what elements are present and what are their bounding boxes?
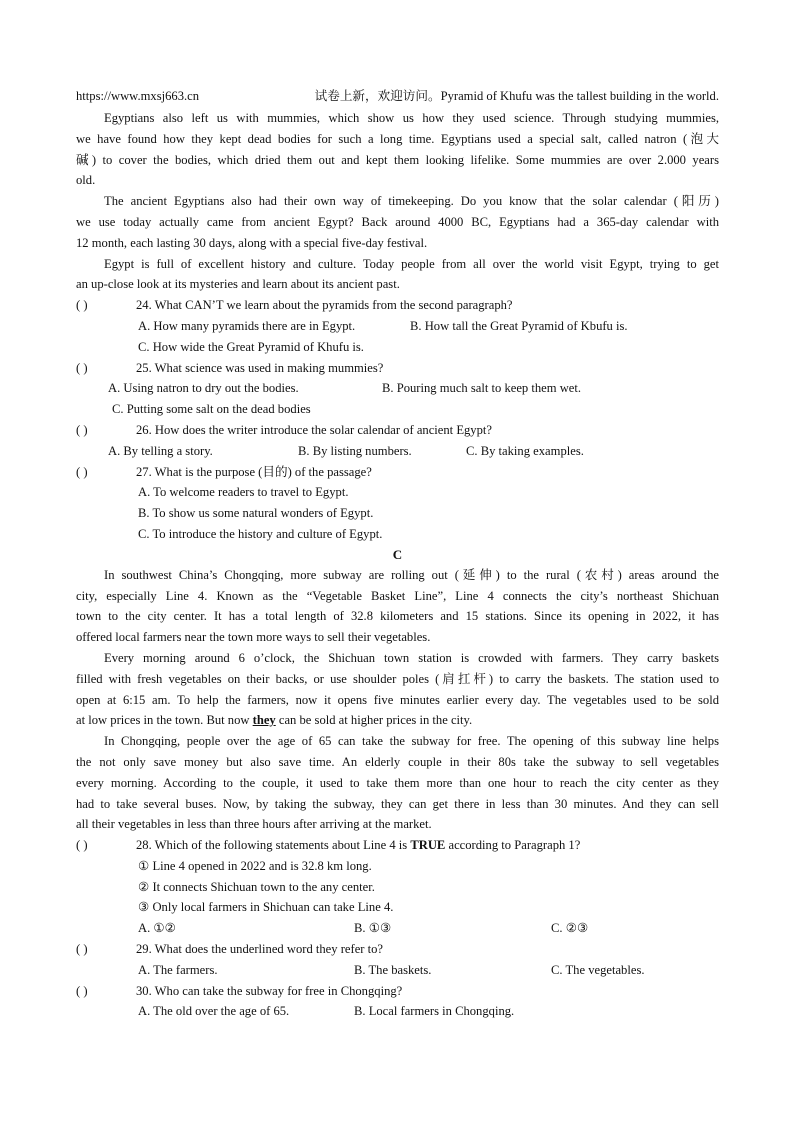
question-28 [76, 835, 719, 856]
underlined-word-they: they [252, 713, 276, 728]
option-c[interactable]: C. By taking examples. [466, 443, 584, 458]
question-27 [76, 462, 719, 483]
text-line: town to the city center. It has a total length of 32.8 kilometers and 15 stations. Since its opening in 2022, it has [76, 609, 719, 624]
header-url-link[interactable]: https://www.mxsj663.cn [76, 89, 200, 103]
section-heading-c: C [392, 546, 403, 562]
question-29 [76, 939, 719, 960]
text-line: Egypt is full of excellent history and culture. Today people from all over the world visit Egypt, trying to get [104, 256, 719, 271]
text-line [76, 710, 719, 731]
option-b[interactable]: B. To show us some natural wonders of Egypt. [138, 506, 374, 521]
stem-text: according to Paragraph 1? [445, 838, 581, 853]
option-a[interactable]: A. By telling a story. [108, 443, 213, 458]
option-b[interactable]: B. Local farmers in Chongqing. [354, 1004, 515, 1019]
text-line: offered local farmers near the town more ways to sell their vegetables. [76, 630, 431, 645]
statement-1: ① Line 4 opened in 2022 and is 32.8 km long. [138, 858, 372, 873]
option-a[interactable]: A. How many pyramids there are in Egypt. [138, 318, 356, 333]
option-a[interactable]: A. The farmers. [138, 962, 218, 977]
answer-bracket[interactable]: ( ) [76, 942, 88, 957]
option-c[interactable]: C. Putting some salt on the dead bodies [112, 402, 311, 417]
paragraph-free-subway [76, 731, 719, 835]
text-line: open at 6:15 am. To help the farmers, now it opens five minutes earlier every day. The vegetables used to be sold [76, 692, 719, 707]
paragraph-line4 [76, 565, 719, 648]
option-b[interactable]: B. The baskets. [354, 962, 432, 977]
exam-page [76, 86, 719, 1022]
option-c[interactable]: C. ②③ [551, 921, 589, 936]
text-line: the not only save money but also save time. An elderly couple in their 80s take the subway to sell vegetables [76, 754, 719, 769]
text-line: city, especially Line 4. Known as the “Vegetable Basket Line”, Line 4 connects the city’s northeast Shichuan [76, 588, 719, 603]
header-continuation: Pyramid of Khufu was the tallest building in the world. [440, 89, 719, 103]
text-line: The ancient Egyptians also had their own way of timekeeping. Do you know that the solar calendar (阳历) [104, 194, 719, 209]
answer-bracket[interactable]: ( ) [76, 464, 88, 479]
options-row [76, 316, 719, 337]
question-stem: 26. How does the writer introduce the solar calendar of ancient Egypt? [136, 422, 492, 437]
option-b[interactable]: B. How tall the Great Pyramid of Kbufu is. [410, 318, 628, 333]
text-line: filled with fresh vegetables on their backs, or use shoulder poles (肩扛杆) to carry the baskets. The station used to [76, 671, 719, 686]
options-row [76, 960, 719, 981]
options-row [76, 441, 719, 462]
option-b[interactable]: B. Pouring much salt to keep them wet. [382, 381, 582, 396]
question-stem: 30. Who can take the subway for free in Chongqing? [136, 983, 403, 998]
question-26 [76, 420, 719, 441]
paragraph-culture [76, 254, 719, 296]
options-row [76, 1001, 719, 1022]
option-b[interactable]: B. By listing numbers. [298, 443, 412, 458]
question-30 [76, 981, 719, 1002]
text-line: In Chongqing, people over the age of 65 can take the subway for free. The opening of this subway line helps [104, 734, 719, 749]
answer-bracket[interactable]: ( ) [76, 838, 88, 853]
text-line: all their vegetables in less than three hours after arriving at the market. [76, 817, 432, 832]
question-24 [76, 295, 719, 316]
text-fragment: at low prices in the town. But now [76, 713, 253, 728]
statement-3: ③ Only local farmers in Shichuan can take Line 4. [138, 900, 394, 915]
option-b[interactable]: B. ①③ [354, 921, 392, 936]
answer-bracket[interactable]: ( ) [76, 360, 88, 375]
text-line: 12 month, each lasting 30 days, along with a special five-day festival. [76, 235, 428, 250]
option-c[interactable]: C. How wide the Great Pyramid of Khufu is. [138, 339, 364, 354]
header-notice: 试卷上新，欢迎访问。 [314, 89, 441, 103]
options-row [76, 378, 719, 399]
question-25 [76, 358, 719, 379]
page-header [76, 86, 719, 106]
question-stem: 25. What science was used in making mummies? [136, 360, 384, 375]
text-line: we have found how they kept dead bodies for such a long time. Egyptians used a special salt, called natron (泡大 [76, 131, 719, 146]
text-line: In southwest China’s Chongqing, more subway are rolling out (延伸) to the rural (农村) areas around the [104, 567, 719, 582]
text-line: every morning. According to the couple, it used to take them more than one hour to reach the city center as they [76, 775, 719, 790]
question-stem: 24. What CAN’T we learn about the pyramids from the second paragraph? [136, 298, 513, 313]
question-stem: 27. What is the purpose (目的) of the passage? [136, 464, 372, 479]
paragraph-farmers [76, 648, 719, 731]
text-line: we use today actually came from ancient Egypt? Back around 4000 BC, Egyptians had a 365-day calendar with [76, 214, 719, 229]
answer-bracket[interactable]: ( ) [76, 983, 88, 998]
answer-bracket[interactable]: ( ) [76, 298, 88, 313]
text-line: old. [76, 173, 96, 188]
text-line: Every morning around 6 o’clock, the Shichuan town station is crowded with farmers. They carry baskets [104, 650, 719, 665]
statement-2: ② It connects Shichuan town to the any center. [138, 879, 375, 894]
text-line: 碱) to cover the bodies, which dried them out and kept them looking lifelike. Some mummies are over 2.000 years [76, 152, 719, 167]
option-c[interactable]: C. The vegetables. [551, 962, 645, 977]
option-a[interactable]: A. The old over the age of 65. [138, 1004, 290, 1019]
text-line: an up-close look at its mysteries and learn about its ancient past. [76, 277, 400, 292]
paragraph-timekeeping [76, 191, 719, 253]
option-a[interactable]: A. To welcome readers to travel to Egypt. [138, 485, 349, 500]
paragraph-mummies [76, 108, 719, 191]
stem-text: 28. Which of the following statements about Line 4 is [136, 838, 411, 853]
options-row [76, 918, 719, 939]
option-a[interactable]: A. Using natron to dry out the bodies. [108, 381, 299, 396]
question-stem [136, 835, 580, 856]
answer-bracket[interactable]: ( ) [76, 422, 88, 437]
header-continued-text [315, 86, 719, 106]
stem-emphasis: TRUE [410, 838, 446, 853]
option-c[interactable]: C. To introduce the history and culture of Egypt. [138, 526, 383, 541]
option-a[interactable]: A. ①② [138, 921, 176, 936]
text-line: Egyptians also left us with mummies, which show us how they used science. Through studying mummies, [104, 111, 719, 125]
question-stem: 29. What does the underlined word they refer to? [136, 942, 384, 957]
text-line: had to take several buses. Now, by taking the subway, they can get there in less than 30 minutes. And they can sell [76, 796, 719, 811]
text-fragment: can be sold at higher prices in the city. [275, 713, 473, 728]
